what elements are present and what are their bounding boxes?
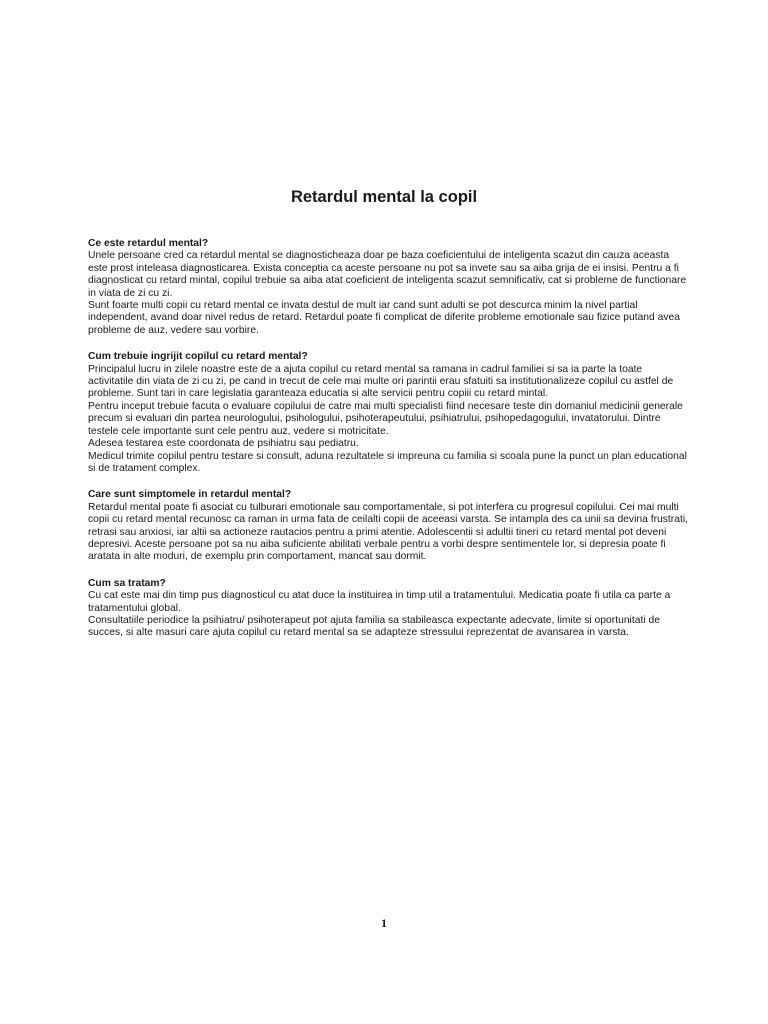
paragraph: Principalul lucru in zilele noastre este de a ajuta copilul cu retard mental sa ramana in cadrul familiei si sa ia parte la toate activitatile din viata de zi cu zi, pe cand in trecut de cele mai multe ori parintii erau sfatuiti sa institutionalizeze copilul cu astfel de probleme. Sunt tari in care legislatia garanteaza educatia si alte servicii pentru copiii cu retard mintal. [88,363,674,400]
paragraph: Adesea testarea este coordonata de psihiatru sau pediatru. [88,438,359,450]
section-heading: Ce este retardul mental? [88,238,209,249]
section-tratament [88,578,688,640]
section-simptome [88,489,688,563]
paragraph: Consultatiile periodice la psihiatru/ psihoterapeut pot ajuta familia sa stabileasca expectante adecvate, limite si oportunitati de succes, si alte masuri care ajuta copilul cu retard mental sa se adapteze stressului reprezentat de avansarea in varsta. [88,614,660,639]
paragraph: Cu cat este mai din timp pus diagnosticul cu atat duce la instituirea in timp util a tratamentului. Medicatia poate fi utila ca parte a tratamentului global. [88,590,671,614]
paragraph: Retardul mental poate fi asociat cu tulburari emotionale sau comportamentale, si pot interfera cu progresul copilului. Cei mai multi copii cu retard mental recunosc ca raman in urma fata de ceilalti copii de aceeasi varsta. Se intampla des ca unii sa devina frustrati, retrasi sau anxiosi, iar altii sa actioneze rautacios pentru a primi atentie. Adolescentii si adultii tineri cu retard mental pot deveni depresivi. Aceste persoane pot sa nu aiba suficiente abilitati verbale pentru a vorbi despre sentimentele lor, si depresia poate fi aratata in alte moduri, de exemplu prin comportament, mancat sau dormit. [88,501,689,563]
section-ingrijire [88,351,688,475]
section-heading: Care sunt simptomele in retardul mental? [88,489,292,501]
document-body [88,238,688,654]
section-heading: Cum trebuie ingrijit copilul cu retard mental? [88,351,308,363]
paragraph: Sunt foarte multi copii cu retard mental ce invata destul de mult iar cand sunt adulti se pot descurca minim la nivel partial independent, avand doar nivel redus de retard. Retardul poate fi complicat de diferite probleme emotionale sau fizice putand avea probleme de auz, vedere sau vorbire. [88,300,681,336]
section-heading: Cum sa tratam? [88,577,166,589]
paragraph: Pentru inceput trebuie facuta o evaluare copilului de catre mai multi specialisti fiind necesare teste din domaniul medicinii generale precum si evaluari din partea neurologului, psihologului, psihoterapeutului, psihiatrului, psihopedagogului, invatatorului. Dintre testele cele importante sunt cele pentru auz, vedere si motricitate. [88,400,683,437]
page-number: 1 [381,916,387,930]
paragraph: Medicul trimite copilul pentru testare si consult, aduna rezultatele si impreuna cu familia si scoala pune la punct un plan educational si de tratament complex. [88,450,687,474]
section-ce-este [88,238,688,337]
paragraph: Unele persoane cred ca retardul mental se diagnosticheaza doar pe baza coeficientului de inteligenta scazut din cauza aceasta este prost inteleasa diagnosticarea. Exista conceptia ca aceste persoane nu pot sa invete sau sa aiba grija de ei insisi. Pentru a fi diagnosticat cu retard mintal, copilul trebuie sa aiba atat coeficient de inteligenta scazut semnificativ, cat si probleme de functionare in viata de zi cu zi. [88,250,687,299]
document-title: Retardul mental la copil [290,188,478,206]
